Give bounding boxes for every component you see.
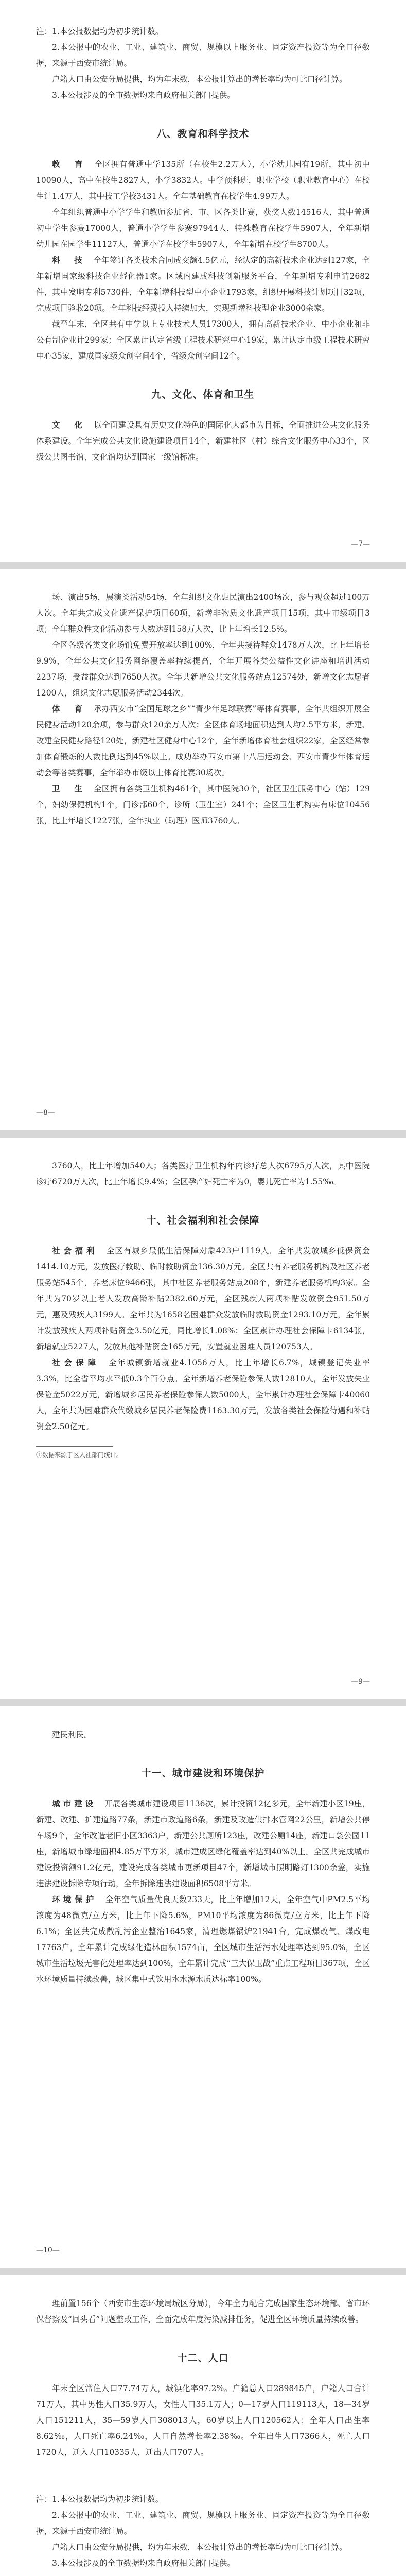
paragraph — [36, 157, 370, 205]
section-heading-population: 十二、人口 — [177, 2352, 229, 2364]
page-separator — [0, 1130, 406, 1138]
paragraph — [36, 1355, 370, 1435]
page-number: —9— — [351, 1677, 370, 1686]
page-4 — [0, 1706, 406, 2268]
note-line: 注：1.本公报数据均为初步统计数。 — [36, 27, 164, 36]
notes-block-bottom — [36, 2492, 370, 2571]
paragraph: 全年组织普通中小学学生和教师参加省、市、区各类比赛，获奖人数14516人，其中普通初中学生参赛17000人，普通小学学生参赛97944人，特殊教育在校学生5907人，全年新增幼儿园在园学生11127人，普通小学在校学生5907人，全年新增在校学生8700人。 — [36, 208, 370, 249]
paragraph-text: 承办西安市“全国足球之乡”“青少年足球联赛”等体育赛事，全年共组织开展全民健身活动120余项，参与群众120余万人次；全区体育场地面积达到人均2.5平方米，新建、改建全民健身路径120处，新建社区健身中心12个，全年新增体育社会组织22家，全区经常参加体育锻炼的人数比例达到45%以上。成功举办西安市第十八届运动会、西安市青少年体育运动会等各类赛事，全年举办市级以上体育比赛30场次。 — [36, 704, 370, 777]
paragraph-text: 全区有城乡最低生活保障对象423户1119人，全年共发放城乡低保资金1414.10万元，发放医疗救助、临时救助资金136.30万元。全区共有养老服务机构及社区养老服务站545个，养老床位9466张，其中社区养老服务站点208个，新建养老服务机构3家。全年共为70岁以上老人发放高龄补贴2382.60万元，全区残疾人两项补贴发放资金951.50万元，惠及残疾人3199人。全年共为1658名困难群众发放临时救助资金1293.10万元，全年累计发放残疾人两项补贴资金3.50亿元，同比增长1.08%；全区累计办理社会保障卡6134张，新增就业5227人，发放其他补贴资金165万元，安置就业困难人员120753人。 — [36, 1246, 370, 1351]
paragraph-keyword: 社会福利 — [52, 1246, 98, 1256]
page-2 — [0, 569, 406, 1130]
note-line: 2.本公报中的农业、工业、建筑业、商贸、规模以上服务业、固定资产投资等为全口径数据，来源于西安市统计局。 — [36, 43, 370, 68]
footnote-divider — [36, 1446, 113, 1447]
paragraph-text: 全年城镇新增就业4.1056万人，比上年增长6.7%，城镇登记失业率3.3%，比全省平均水平低0.3个百分点。全年新增养老保险参保人数12810人，全年发放失业保险金5022万元，新增城乡居民养老保险参保人数5000人，全年累计办理社会保障卡40060人，全年共为困难群众代缴城乡居民养老保险费1163.30万元，发放各类社会保险待遇和补贴资金2.50亿元。 — [36, 1358, 370, 1431]
page-separator — [0, 2268, 406, 2275]
paragraph-text: 以全面建设具有历史文化特色的国际化大都市为目标，全面推进公共文化服务体系建设。全年完成公共文化设施建设项目14个，新建社区（村）综合文化服务中心33个，区级公共图书馆、文化馆均达到国家一级馆标准。 — [36, 420, 370, 462]
paragraph — [36, 701, 370, 781]
paragraph-text: 全区拥有各类卫生机构461个，其中医院30个，社区卫生服务中心（站）129个，妇幼保健机构1个，门诊部60个，诊所（卫生室）241个；全区卫生机构实有床位10456张，比上年增长1227张，全年执业（助理）医师3760人。 — [36, 784, 370, 825]
paragraph-keyword: 社会保障 — [52, 1358, 100, 1367]
paragraph: 全区各级各类文化场馆免费开放率达到100%，全年共接待群众1478万人次，比上年增长9.9%，全年公共文化服务网络覆盖率持续提高，全年开展各类公益性文化讲座和培训活动2237场，受益群众达到7650人次。全年共新增公共文化服务站点12574处，新增文化志愿者1200人，组织文化志愿服务活动2344次。 — [36, 640, 370, 698]
paragraph — [36, 1892, 370, 1988]
paragraph: 理前置156个（西安市生态环境局城区分局），今年全力配合完成国家生态环境部、省市环保督察及“回头看”问题整改工作，全面完成年度污染减排任务，促进全区环境质量持续改善。 — [36, 2299, 370, 2324]
paragraph-keyword: 科 技 — [52, 256, 85, 265]
paragraph — [36, 1243, 370, 1355]
page-1 — [0, 0, 406, 562]
paragraph: 年末全区常住人口77.74万人，城镇化率97.2%。户籍总人口289845户，户籍人口合计71万人，其中男性人口35.9万人，女性人口35.1万人；0—17岁人口119113人，18—34岁人口151211人，35—59岁人口308013人，60岁以上人口120562人；全年人口出生率8.62‰，人口死亡率6.24‰，人口自然增长率2.38‰。全年出生人口7366人，死亡人口1720人，迁入人口10335人，迁出人口707人。 — [36, 2384, 370, 2457]
section-heading-welfare: 十、社会福利和社会保障 — [146, 1215, 260, 1226]
section-heading-culture: 九、文化、体育和卫生 — [151, 389, 255, 400]
page-separator — [0, 562, 406, 569]
note-line: 3.本公报涉及的全市数据均来自政府相关部门提供。 — [52, 91, 235, 100]
note-line: 户籍人口由公安分局提供，均为年末数，本公报计算出的增长率均为可比口径计算。 — [52, 2543, 347, 2552]
paragraph — [36, 417, 370, 465]
paragraph-keyword: 环境保护 — [52, 1895, 97, 1904]
paragraph-keyword: 教 育 — [52, 160, 86, 169]
notes-block-top — [36, 24, 370, 104]
paragraph-keyword: 体 育 — [52, 704, 86, 714]
paragraph: 建民利民。 — [52, 1730, 92, 1739]
paragraph: 场、演出5场，展演类活动54场，全年组织文化惠民演出2400场次，参与观众超过100万人次。全年共完成文化遗产保护项目60项，新增非物质文化遗产项目15项，其中市级项目3项；全年群众性文化活动参与人数达到158万人次，比上年增长12.5%。 — [36, 592, 370, 634]
note-line: 户籍人口由公安分局提供，均为年末数，本公报计算出的增长率均为可比口径计算。 — [52, 75, 347, 84]
paragraph: 截至年末，全区共有中学以上专业技术人员17300人，拥有高新技术企业、中小企业和非公有制企业计299家；全区累计认定省级工程技术研究中心19家，累计认定市级工程技术研究中心35家，建成国家级众创空间4个，省级众创空间12个。 — [36, 319, 370, 361]
page-3 — [0, 1138, 406, 1699]
footnote: ①数据来源于区人社部门统计。 — [36, 1451, 123, 1459]
note-line: 3.本公报涉及的全市数据均来自政府相关部门提供。 — [52, 2558, 235, 2568]
page-number: —8— — [36, 1109, 55, 1117]
page-5 — [0, 2275, 406, 2576]
note-line: 注：1.本公报数据均为初步统计数。 — [36, 2495, 164, 2504]
paragraph-keyword: 城市建设 — [52, 1799, 97, 1808]
paragraph-keyword: 文 化 — [52, 420, 86, 430]
note-line: 2.本公报中的农业、工业、建筑业、商贸、规模以上服务业、固定资产投资等为全口径数据，来源于西安市统计局。 — [36, 2511, 370, 2536]
paragraph-text: 全年签订各类技术合同成交额4.5亿元，经认定的高新技术企业达到127家，全年新增国家级科技企业孵化器1家。区域内建成科技创新服务平台，全年新增专利申请2682件，其中发明专利5730件，全年新增科技型中小企业1793家，组织开展科技计划项目32项，完成项目验收20项。全年科技经费投入持续加大，实现新增科技型企业3000余家。 — [36, 256, 370, 313]
page-number: —10— — [36, 2246, 60, 2255]
paragraph — [36, 252, 370, 316]
paragraph: 3760人，比上年增加540人；各类医疗卫生机构年内诊疗总人次6795万人次，其中医院诊疗6720万人次，比上年增长9.4%；全区孕产妇死亡率为0，婴儿死亡率为1.55‰。 — [36, 1161, 370, 1187]
page-number: —7— — [351, 540, 370, 548]
paragraph-text: 全区拥有普通中学135所（在校生2.2万人），小学幼儿园有19所，其中初中10090人，高中在校生2827人，小学3832人。中学预科班，职业学校（职业教育中心）在校生计1.4万人，其中技工学校3431人。全年基础教育在校学生4.99万人。 — [36, 160, 370, 201]
section-heading-urban: 十一、城市建设和环境保护 — [141, 1768, 265, 1779]
paragraph-text: 开展各类城市建设项目1136次，累计投资12亿多元，全年新建小区19座，新建、改建、扩建道路77条，新建市政道路6条，新建及改造供排水管网22公里，新增公共停车场9个，全年改造老旧小区3363户，新建公共厕所123座，改建公厕14座，新建口袋公园11座，新增城市绿地面积4.85万平方米，城市建成区绿化覆盖率达到40%以上。全区共完成城市建设投资额91.2亿元，建设完成各类城市更新项目47个，新增城市照明路灯1300余盏，实施违法建设拆除专项行动，全年拆除违法建设面积6508平方米。 — [36, 1799, 370, 1888]
section-heading-education: 八、教育和科学技术 — [156, 128, 250, 140]
paragraph — [36, 781, 370, 829]
paragraph — [36, 1796, 370, 1892]
page-separator — [0, 1699, 406, 1706]
paragraph-keyword: 卫 生 — [52, 784, 86, 793]
paragraph-text: 全年空气质量优良天数233天，比上年增加12天，全年空气中PM2.5平均浓度为48微克/立方米，比上年下降5.6%，PM10平均浓度为86微克/立方米，比上年下降6.1%；全区共完成散乱污企业整治1645家，清理燃煤锅炉21941台，完成煤改气、煤改电17763户，全年累计完成绿化造林面积1574亩，全区城市生活污水处理率达到95.0%，全区城市生活垃圾无害化处理率达到100%，全年累计完成“三大保卫战”重点工程项目367项，全区水环境质量持续改善，城区集中式饮用水水源水质达标率100%。 — [36, 1895, 370, 1984]
